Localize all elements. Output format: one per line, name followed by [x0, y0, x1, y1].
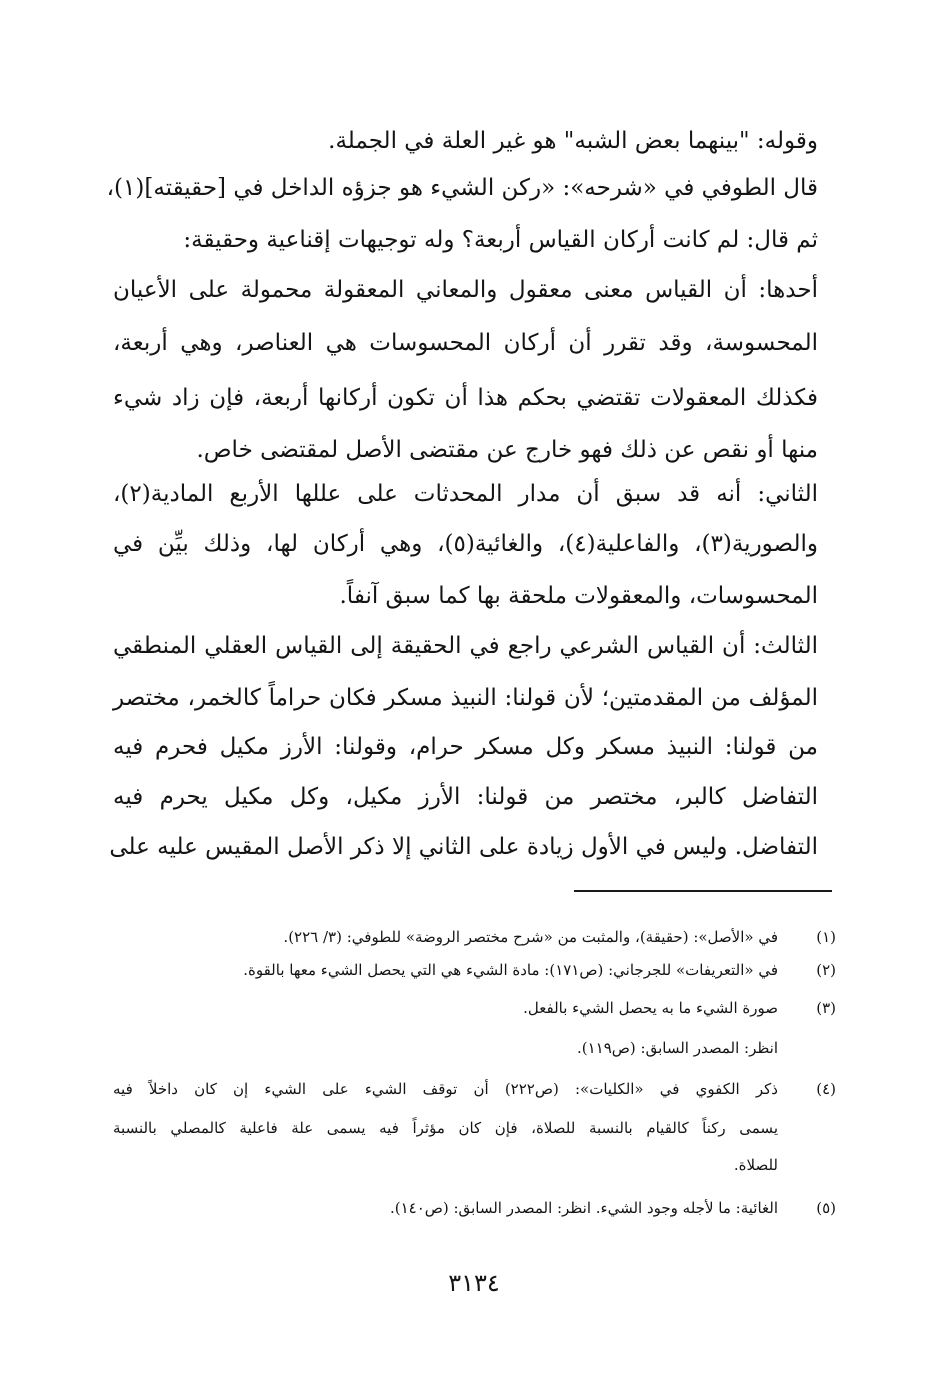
body-line-9: والصورية(٣)، والفاعلية(٤)، والغائية(٥)، وهي أركان لها، وذلك بيِّن في — [113, 531, 819, 557]
body-line-13: من قولنا: النبيذ مسكر وكل مسكر حرام، وقولنا: الأرز مكيل فحرم فيه — [113, 734, 818, 760]
footnote-number-2: (٢) — [816, 961, 836, 979]
body-line-3: ثم قال: لم كانت أركان القياس أربعة؟ وله توجيهات إقناعية وحقيقة: — [183, 227, 818, 253]
footnote-separator — [574, 890, 832, 892]
footnote-3-line-2: انظر: المصدر السابق: (ص١١٩). — [576, 1039, 778, 1057]
footnote-2-line-1: في «التعريفات» للجرجاني: (ص١٧١): مادة الشيء هي التي يحصل الشيء معها بالقوة. — [243, 961, 778, 979]
body-line-6: فكذلك المعقولات تقتضي بحكم هذا أن تكون أركانها أربعة، فإن زاد شيء — [113, 385, 818, 411]
footnote-1-line-1: في «الأصل»: (حقيقة)، والمثبت من «شرح مختصر الروضة» للطوفي: (٣/ ٢٢٦). — [283, 928, 778, 946]
footnote-3-line-1: صورة الشيء ما به يحصل الشيء بالفعل. — [523, 999, 778, 1017]
body-line-4: أحدها: أن القياس معنى معقول والمعاني المعقولة محمولة على الأعيان — [113, 277, 818, 303]
page-number: ٣١٣٤ — [448, 1269, 500, 1297]
footnote-4-line-2: يسمى ركناً كالقيام بالنسبة للصلاة، فإن كان مؤثراً فيه يسمى علة فاعلية كالمصلي بالنسبة — [113, 1119, 778, 1137]
footnote-number-4: (٤) — [816, 1080, 836, 1098]
footnote-5-line-1: الغائية: ما لأجله وجود الشيء. انظر: المصدر السابق: (ص١٤٠). — [389, 1199, 778, 1217]
body-line-8: الثاني: أنه قد سبق أن مدار المحدثات على عللها الأربع المادية(٢)، — [113, 481, 818, 507]
body-line-12: المؤلف من المقدمتين؛ لأن قولنا: النبيذ مسكر فكان حراماً كالخمر، مختصر — [113, 685, 818, 711]
footnote-4-line-1: ذكر الكفوي في «الكليات»: (ص٢٢٢) أن توقف الشيء على الشيء إن كان داخلاً فيه — [113, 1080, 778, 1098]
footnote-number-5: (٥) — [816, 1199, 836, 1217]
footnote-4-line-3: للصلاة. — [733, 1156, 778, 1174]
body-line-5: المحسوسة، وقد تقرر أن أركان المحسوسات هي العناصر، وهي أربعة، — [113, 330, 818, 356]
body-line-11: الثالث: أن القياس الشرعي راجع في الحقيقة إلى القياس العقلي المنطقي — [113, 633, 818, 659]
footnote-number-1: (١) — [816, 928, 836, 946]
body-line-2: قال الطوفي في «شرحه»: «ركن الشيء هو جزؤه الداخل في [حقيقته](١)، — [106, 175, 818, 201]
body-line-10: المحسوسات، والمعقولات ملحقة بها كما سبق آنفاً. — [339, 583, 818, 609]
body-line-15: التفاضل. وليس في الأول زيادة على الثاني إلا ذكر الأصل المقيس عليه على — [109, 834, 818, 860]
body-line-1: وقوله: "بينهما بعض الشبه" هو غير العلة في الجملة. — [328, 128, 818, 154]
body-line-7: منها أو نقص عن ذلك فهو خارج عن مقتضى الأصل لمقتضى خاص. — [196, 437, 818, 463]
body-line-14: التفاضل كالبر، مختصر من قولنا: الأرز مكيل، وكل مكيل يحرم فيه — [113, 784, 818, 810]
footnote-number-3: (٣) — [816, 999, 836, 1017]
